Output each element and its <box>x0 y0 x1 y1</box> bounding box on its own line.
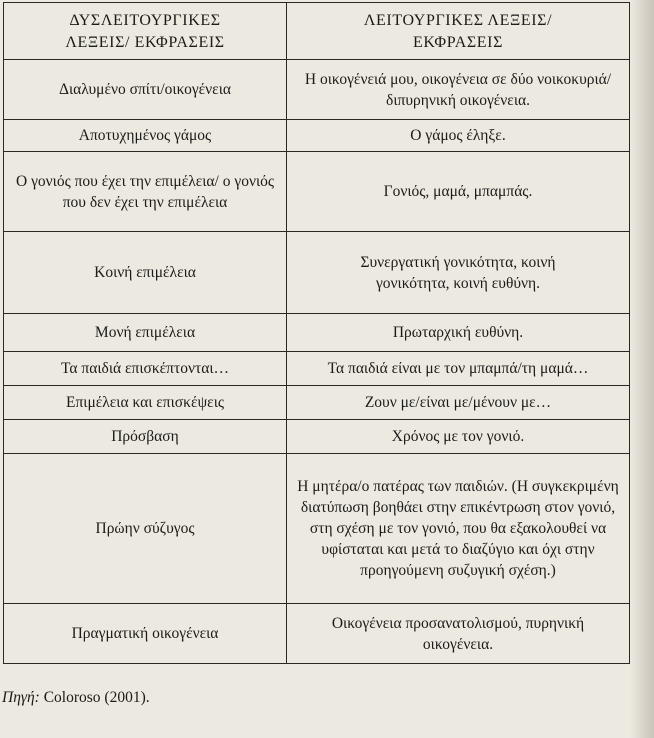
table-row <box>4 152 630 232</box>
cell-functional: Η μητέρα/ο πατέρας των παιδιών. (Η συγκεκριμένη διατύπωση βοηθάει στην επικέντρωση στον γονιό, στη σχέση με τον γονιό, που θα εξακολουθεί να υφίσταται και μετά το διαζύγιο και όχι στην προηγούμενη συζυγική σχέση.) <box>287 454 630 604</box>
cell-dysfunctional: Πρόσβαση <box>4 420 287 454</box>
source-note <box>2 689 150 707</box>
cell-functional: Η οικογένειά μου, οικογένεια σε δύο νοικοκυριά/διπυρηνική οικογένεια. <box>287 60 630 120</box>
table-row <box>4 120 630 152</box>
table-row <box>4 604 630 664</box>
cell-functional: Συνεργατική γονικότητα, κοινή γονικότητα, κοινή ευθύνη. <box>287 232 630 314</box>
terminology-table <box>3 2 630 664</box>
header-functional: ΛΕΙΤΟΥΡΓΙΚΕΣ ΛΕΞΕΙΣ/ ΕΚΦΡΑΣΕΙΣ <box>287 3 630 60</box>
source-text: Coloroso (2001). <box>39 689 150 706</box>
cell-functional: Οικογένεια προσανατολισμού, πυρηνική οικογένεια. <box>287 604 630 664</box>
source-label: Πηγή: <box>2 689 40 706</box>
table-row <box>4 232 630 314</box>
table-row <box>4 386 630 420</box>
cell-dysfunctional: Μονή επιμέλεια <box>4 314 287 352</box>
cell-dysfunctional: Πραγματική οικογένεια <box>4 604 287 664</box>
cell-dysfunctional: Διαλυμένο σπίτι/οικογένεια <box>4 60 287 120</box>
cell-dysfunctional: Τα παιδιά επισκέπτονται… <box>4 352 287 386</box>
cell-functional: Πρωταρχική ευθύνη. <box>287 314 630 352</box>
cell-dysfunctional: Επιμέλεια και επισκέψεις <box>4 386 287 420</box>
table-header-row <box>4 3 630 60</box>
cell-dysfunctional: Κοινή επιμέλεια <box>4 232 287 314</box>
table-row <box>4 454 630 604</box>
cell-functional: Ο γάμος έληξε. <box>287 120 630 152</box>
cell-dysfunctional: Ο γονιός που έχει την επιμέλεια/ ο γονιός που δεν έχει την επιμέλεια <box>4 152 287 232</box>
cell-dysfunctional: Πρώην σύζυγος <box>4 454 287 604</box>
table-row <box>4 352 630 386</box>
cell-functional: Τα παιδιά είναι με τον μπαμπά/τη μαμά… <box>287 352 630 386</box>
cell-functional: Χρόνος με τον γονιό. <box>287 420 630 454</box>
header-dysfunctional: ΔΥΣΛΕΙΤΟΥΡΓΙΚΕΣ ΛΕΞΕΙΣ/ ΕΚΦΡΑΣΕΙΣ <box>4 3 287 60</box>
table-row <box>4 60 630 120</box>
table-row <box>4 314 630 352</box>
cell-dysfunctional: Αποτυχημένος γάμος <box>4 120 287 152</box>
page-edge-shadow <box>630 0 654 738</box>
cell-functional: Γονιός, μαμά, μπαμπάς. <box>287 152 630 232</box>
cell-functional: Ζουν με/είναι με/μένουν με… <box>287 386 630 420</box>
table-row <box>4 420 630 454</box>
